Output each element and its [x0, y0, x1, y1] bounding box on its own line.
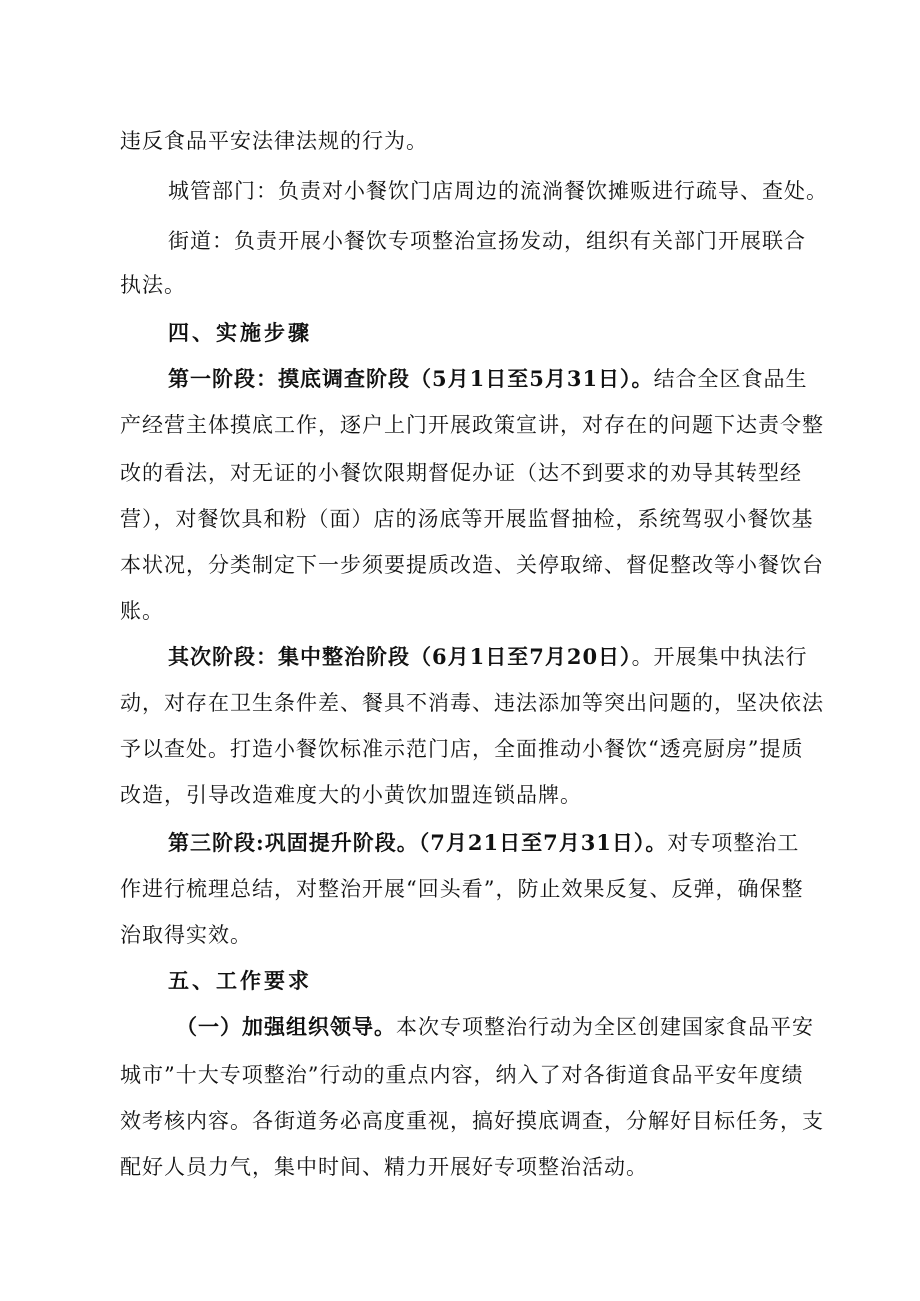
- requirement-1-text: 本次专项整治行动为全区创建国家食品平安: [396, 1015, 814, 1039]
- phase-3-text: 对专项整治工: [667, 831, 800, 855]
- text-line: 产经营主体摸底工作，逐户上门开展政策宣讲，对存在的问题下达责令整: [120, 413, 824, 437]
- text-line: 违反食品平安法律法规的行为。: [120, 129, 428, 153]
- text-line: 配好人员力气，集中时间、精力开展好专项整治活动。: [120, 1155, 648, 1179]
- text-line: 动，对存在卫生条件差、餐具不消毒、违法添加等突出问题的，坚决依法: [120, 691, 824, 715]
- phase-1-text: 结合全区食品生: [653, 367, 808, 391]
- text-line: 改造，引导改造难度大的小黄饮加盟连锁品牌。: [120, 783, 582, 807]
- text-line: 治取得实效。: [120, 923, 252, 947]
- phase-2-text: 。开展集中执法行: [631, 645, 808, 669]
- paragraph-requirement-1-first-line: [176, 1012, 814, 1042]
- text-line: 效考核内容。各街道务必高度重视，搞好摸底调查，分解好目标任务，支: [120, 1109, 824, 1133]
- text-line: 城管部门：负责对小餐饮门店周边的流淌餐饮摊贩进行疏导、查处。: [168, 179, 828, 203]
- text-line: 本状况，分类制定下一步须要提质改造、关停取缔、督促整改等小餐饮台: [120, 553, 824, 577]
- phase-2-title: 其次阶段：集中整治阶段（6月1日至7月20日）: [168, 644, 632, 669]
- text-line: 作进行梳理总结，对整治开展“回头看”，防止效果反复、反弹，确保整: [120, 877, 804, 901]
- phase-1-title: 第一阶段：摸底调查阶段（5月1日至5月31日）。: [168, 366, 654, 391]
- requirement-1-title: （一）加强组织领导。: [176, 1014, 396, 1039]
- text-line: 账。: [120, 599, 164, 623]
- text-line: 改的看法，对无证的小餐饮限期督促办证（达不到要求的劝导其转型经: [120, 461, 802, 485]
- paragraph-phase-3-first-line: [168, 828, 799, 858]
- paragraph-phase-2-first-line: [168, 642, 808, 672]
- paragraph-phase-1-first-line: [168, 364, 808, 394]
- text-line: 城市”十大专项整治”行动的重点内容，纳入了对各街道食品平安年度绩: [120, 1063, 804, 1087]
- section-heading-4: 四、实施步骤: [168, 320, 312, 345]
- section-heading-5: 五、工作要求: [168, 968, 312, 993]
- text-line: 营），对餐饮具和粉（面）店的汤底等开展监督抽检，系统驾驭小餐饮基: [120, 507, 814, 531]
- text-line: 执法。: [120, 273, 186, 297]
- text-line: 予以查处。打造小餐饮标准示范门店，全面推动小餐饮“透亮厨房”提质: [120, 737, 804, 761]
- text-line: 街道：负责开展小餐饮专项整治宣扬发动，组织有关部门开展联合: [168, 229, 806, 253]
- phase-3-title: 第三阶段:巩固提升阶段。（7月21日至7月31日）。: [168, 830, 668, 855]
